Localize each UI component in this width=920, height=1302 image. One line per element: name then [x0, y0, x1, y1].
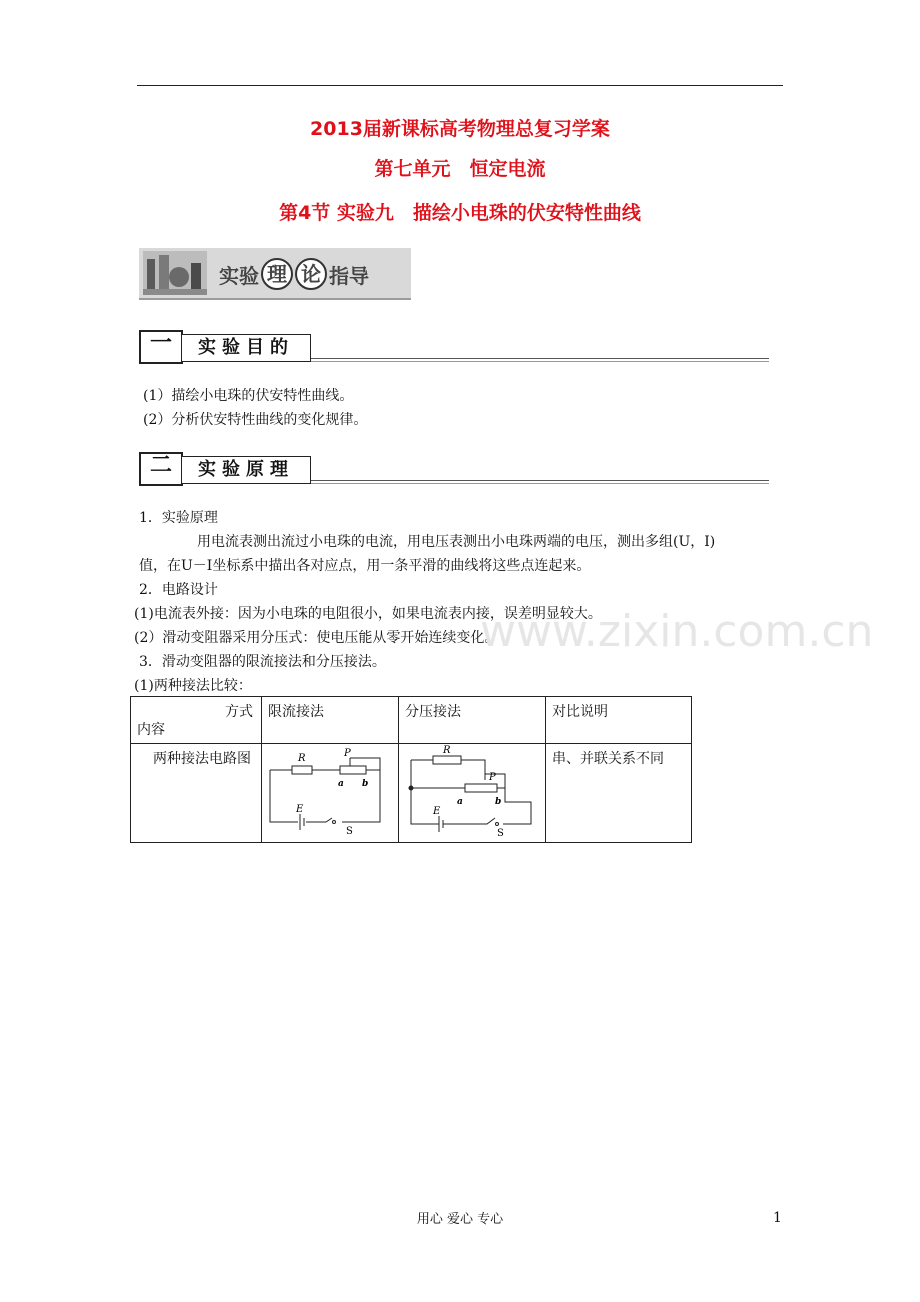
banner-post: 指导 [329, 263, 369, 288]
header-top-label: 方式 [225, 704, 253, 720]
label-a: a [457, 797, 463, 807]
banner-circled-char-2: 论 [295, 258, 327, 290]
section-label: 实验原理 [181, 456, 311, 484]
label-S: S [346, 826, 353, 837]
label-b: b [495, 797, 502, 807]
label-R: R [298, 753, 306, 764]
voltage-divider-circuit-diagram [399, 744, 545, 838]
unit-title: 第七单元 恒定电流 [374, 158, 546, 180]
row-label: 两种接法电路图 [131, 744, 262, 843]
lab-equipment-icon [143, 251, 207, 295]
section-number: 二 [139, 452, 183, 486]
watermark: www.zixin.com.cn [480, 606, 874, 657]
section-rule-shadow [311, 483, 769, 484]
page-number: 1 [773, 1210, 782, 1226]
table-header-row [131, 697, 692, 744]
purpose-item-1: (1）描绘小电珠的伏安特性曲线。 [143, 388, 354, 404]
section-rule-shadow [311, 361, 769, 362]
section-number: 一 [139, 330, 183, 364]
col-header-current-limiting: 限流接法 [262, 697, 399, 744]
label-a: a [338, 779, 344, 789]
col-header-comparison: 对比说明 [546, 697, 692, 744]
label-E: E [433, 806, 441, 817]
page-footer: 用心 爱心 专心 [416, 1212, 504, 1227]
section-rule [311, 358, 769, 359]
banner-circled-char-1: 理 [261, 258, 293, 290]
circuit-design-item-1: (1)电流表外接：因为小电珠的电阻很小，如果电流表内接，误差明显较大。 [134, 606, 602, 622]
circuit-design-item-2: (2）滑动变阻器采用分压式：使电压能从零开始连续变化。 [134, 630, 499, 646]
label-P: P [344, 748, 351, 759]
col-header-voltage-divider: 分压接法 [399, 697, 546, 744]
principle-heading-3: 3．滑动变阻器的限流接法和分压接法。 [139, 654, 386, 670]
principle-text-line2: 值，在U－I坐标系中描出各对应点，用一条平滑的曲线将这些点连起来。 [139, 558, 591, 574]
divider-circuit-cell [399, 744, 546, 843]
banner-text [219, 258, 369, 290]
section-title: 第4节 实验九 描绘小电珠的伏安特性曲线 [279, 202, 641, 224]
comparison-subheading: (1)两种接法比较： [134, 678, 252, 694]
label-S: S [497, 828, 504, 838]
section-rule [311, 480, 769, 481]
label-E: E [296, 804, 304, 815]
header-bottom-label: 内容 [137, 722, 165, 738]
principle-text-line1: 用电流表测出流过小电珠的电流，用电压表测出小电珠两端的电压，测出多组(U，I) [197, 534, 716, 550]
table-row [131, 744, 692, 843]
table-corner-cell [131, 697, 262, 744]
experiment-theory-banner [139, 248, 411, 300]
comparison-note: 串、并联关系不同 [546, 744, 692, 843]
limiting-circuit-cell [262, 744, 399, 843]
label-R: R [443, 745, 451, 756]
principle-heading-1: 1．实验原理 [139, 510, 218, 526]
current-limiting-circuit-diagram [262, 744, 398, 838]
header-rule [137, 85, 783, 86]
label-P: P [489, 772, 496, 783]
document-title: 2013届新课标高考物理总复习学案 [310, 118, 610, 140]
label-b: b [362, 779, 369, 789]
purpose-item-2: (2）分析伏安特性曲线的变化规律。 [143, 412, 368, 428]
principle-heading-2: 2．电路设计 [139, 582, 218, 598]
comparison-table [130, 696, 692, 843]
banner-pre: 实验 [219, 263, 259, 288]
section-label: 实验目的 [181, 334, 311, 362]
